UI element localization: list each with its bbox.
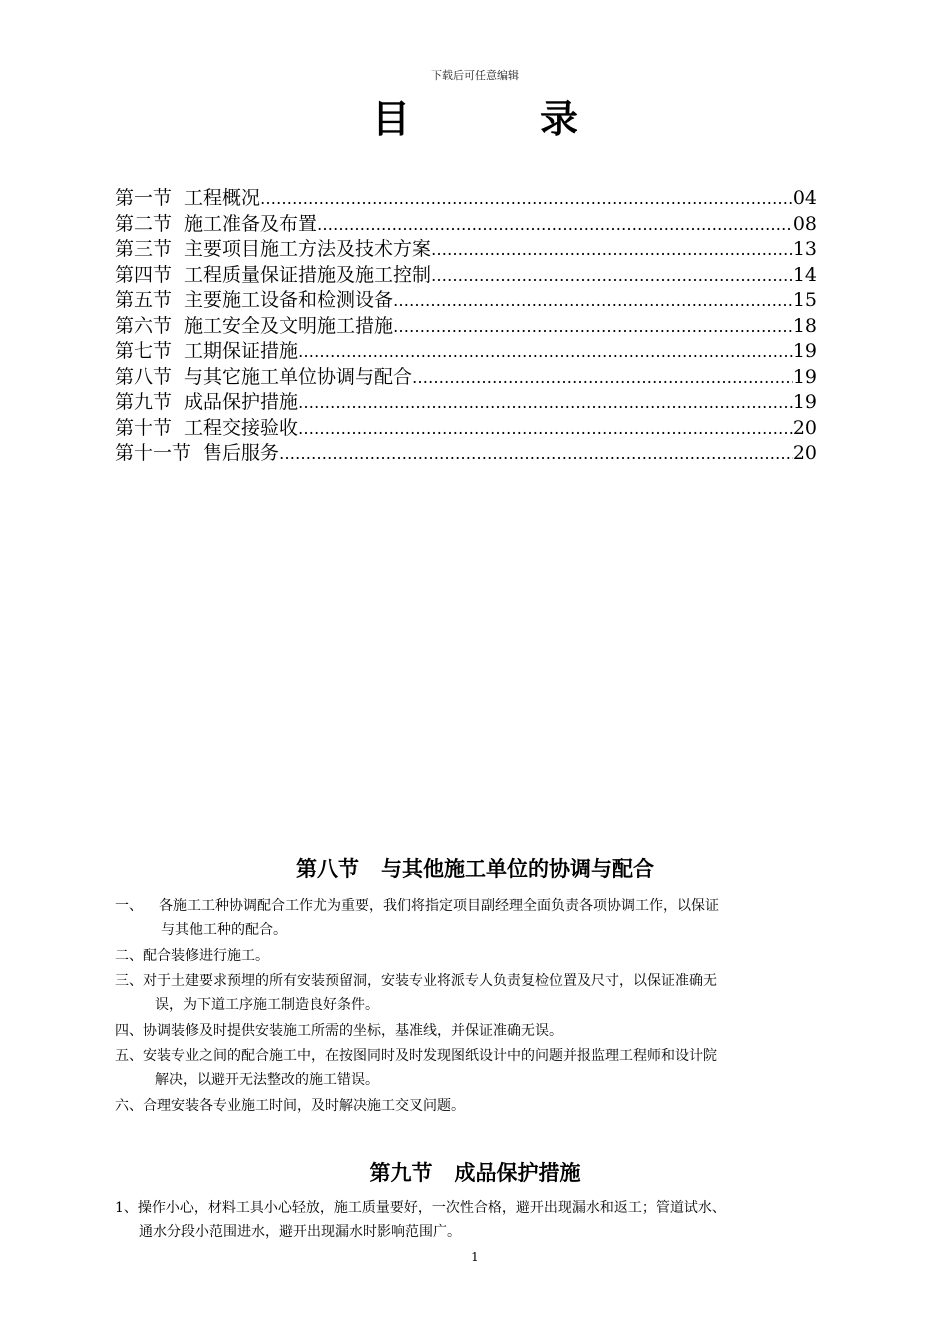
toc-page-number: 20: [792, 442, 817, 464]
toc-section-title: 施工安全及文明施工措施: [184, 314, 394, 336]
section-number: 第八节: [296, 857, 359, 881]
toc-leader-dots: [279, 444, 793, 463]
toc-page-number: 19: [792, 365, 817, 387]
item-number: 五、: [115, 1048, 143, 1064]
item-number: 二、: [115, 948, 143, 964]
list-item: [115, 1044, 840, 1092]
toc-entry[interactable]: [115, 234, 817, 260]
toc-entry[interactable]: [115, 209, 817, 235]
toc-section-title: 主要项目施工方法及技术方案: [184, 238, 432, 260]
section-title: 成品保护措施: [454, 1161, 581, 1185]
toc-entry[interactable]: [115, 260, 817, 286]
toc-leader-dots: [393, 291, 793, 310]
item-text: 安装专业之间的配合施工中，在按图同时及时发现图纸设计中的问题并报监理工程师和设计院: [143, 1048, 717, 1064]
toc-entry[interactable]: [115, 285, 817, 311]
toc-leader-dots: [317, 215, 793, 234]
toc-entry[interactable]: [115, 362, 817, 388]
table-of-contents: [115, 183, 817, 464]
toc-section-title: 与其它施工单位协调与配合: [184, 365, 413, 387]
toc-section-title: 工程交接验收: [184, 416, 299, 438]
toc-section-number: 第五节: [115, 289, 173, 311]
item-number: 1、: [115, 1200, 138, 1216]
toc-page-number: 08: [792, 212, 817, 234]
toc-section-number: 第二节: [115, 212, 173, 234]
toc-section-number: 第十节: [115, 416, 173, 438]
toc-section-title: 工程概况: [184, 187, 261, 209]
toc-section-number: 第十一节: [115, 442, 192, 464]
toc-section-number: 第七节: [115, 340, 173, 362]
toc-leader-dots: [298, 393, 793, 412]
toc-entry[interactable]: [115, 413, 817, 439]
toc-leader-dots: [298, 419, 793, 438]
toc-title: 目录: [371, 97, 708, 141]
item-number: 六、: [115, 1098, 143, 1114]
toc-page-number: 04: [792, 187, 817, 209]
section-8-heading: [0, 853, 950, 883]
toc-leader-dots: [431, 266, 793, 285]
item-number: 四、: [115, 1023, 143, 1039]
page-number: 1: [471, 1250, 479, 1264]
toc-leader-dots: [260, 189, 793, 208]
toc-section-number: 第九节: [115, 391, 173, 413]
toc-page-number: 15: [792, 289, 817, 311]
toc-page-number: 18: [792, 314, 817, 336]
item-text: 协调装修及时提供安装施工所需的坐标，基准线，并保证准确无误。: [143, 1023, 563, 1039]
toc-section-title: 工期保证措施: [184, 340, 299, 362]
toc-section-title: 主要施工设备和检测设备: [184, 289, 394, 311]
item-text-continued: 误，为下道工序施工制造良好条件。: [155, 997, 379, 1013]
item-text: 对于土建要求预埋的所有安装预留洞，安装专业将派专人负责复检位置及尺寸，以保证准确无: [143, 973, 717, 989]
toc-section-number: 第四节: [115, 263, 173, 285]
item-text: 各施工工种协调配合工作尤为重要，我们将指定项目副经理全面负责各项协调工作，以保证: [159, 898, 719, 914]
toc-leader-dots: [412, 368, 793, 387]
toc-entry[interactable]: [115, 311, 817, 337]
list-item: [115, 1196, 855, 1244]
toc-entry[interactable]: [115, 387, 817, 413]
toc-section-number: 第六节: [115, 314, 173, 336]
toc-section-title: 成品保护措施: [184, 391, 299, 413]
section-title: 与其他施工单位的协调与配合: [381, 857, 654, 881]
item-text: 操作小心，材料工具小心轻放，施工质量要好，一次性合格，避开出现漏水和返工；管道试水、: [137, 1200, 726, 1216]
list-item: [115, 969, 840, 1017]
toc-page-number: 19: [792, 340, 817, 362]
toc-page-number: 13: [792, 238, 817, 260]
list-item: [115, 1019, 840, 1043]
list-item: [115, 944, 840, 968]
toc-leader-dots: [431, 240, 793, 259]
item-number: 一、: [115, 898, 143, 914]
toc-entry[interactable]: [115, 336, 817, 362]
item-text: 配合装修进行施工。: [143, 948, 269, 964]
list-item: [115, 894, 840, 942]
toc-page-number: 14: [792, 263, 817, 285]
item-text-continued: 与其他工种的配合。: [161, 922, 287, 938]
toc-section-number: 第一节: [115, 187, 173, 209]
header-note: 下载后可任意编辑: [431, 69, 519, 82]
toc-leader-dots: [298, 342, 793, 361]
toc-entry[interactable]: [115, 183, 817, 209]
item-text-continued: 通水分段小范围进水，避开出现漏水时影响范围广。: [139, 1224, 461, 1240]
item-number: 三、: [115, 973, 143, 989]
toc-section-number: 第八节: [115, 365, 173, 387]
toc-page-number: 19: [792, 391, 817, 413]
section-9-heading: [0, 1157, 950, 1187]
toc-entry[interactable]: [115, 438, 817, 464]
toc-section-number: 第三节: [115, 238, 173, 260]
toc-leader-dots: [393, 317, 793, 336]
toc-page-number: 20: [792, 416, 817, 438]
item-text-continued: 解决，以避开无法整改的施工错误。: [155, 1072, 379, 1088]
toc-section-title: 售后服务: [203, 442, 280, 464]
toc-section-title: 工程质量保证措施及施工控制: [184, 263, 432, 285]
item-text: 合理安装各专业施工时间，及时解决施工交叉问题。: [143, 1098, 465, 1114]
list-item: [115, 1094, 840, 1118]
toc-section-title: 施工准备及布置: [184, 212, 318, 234]
section-number: 第九节: [369, 1161, 433, 1185]
